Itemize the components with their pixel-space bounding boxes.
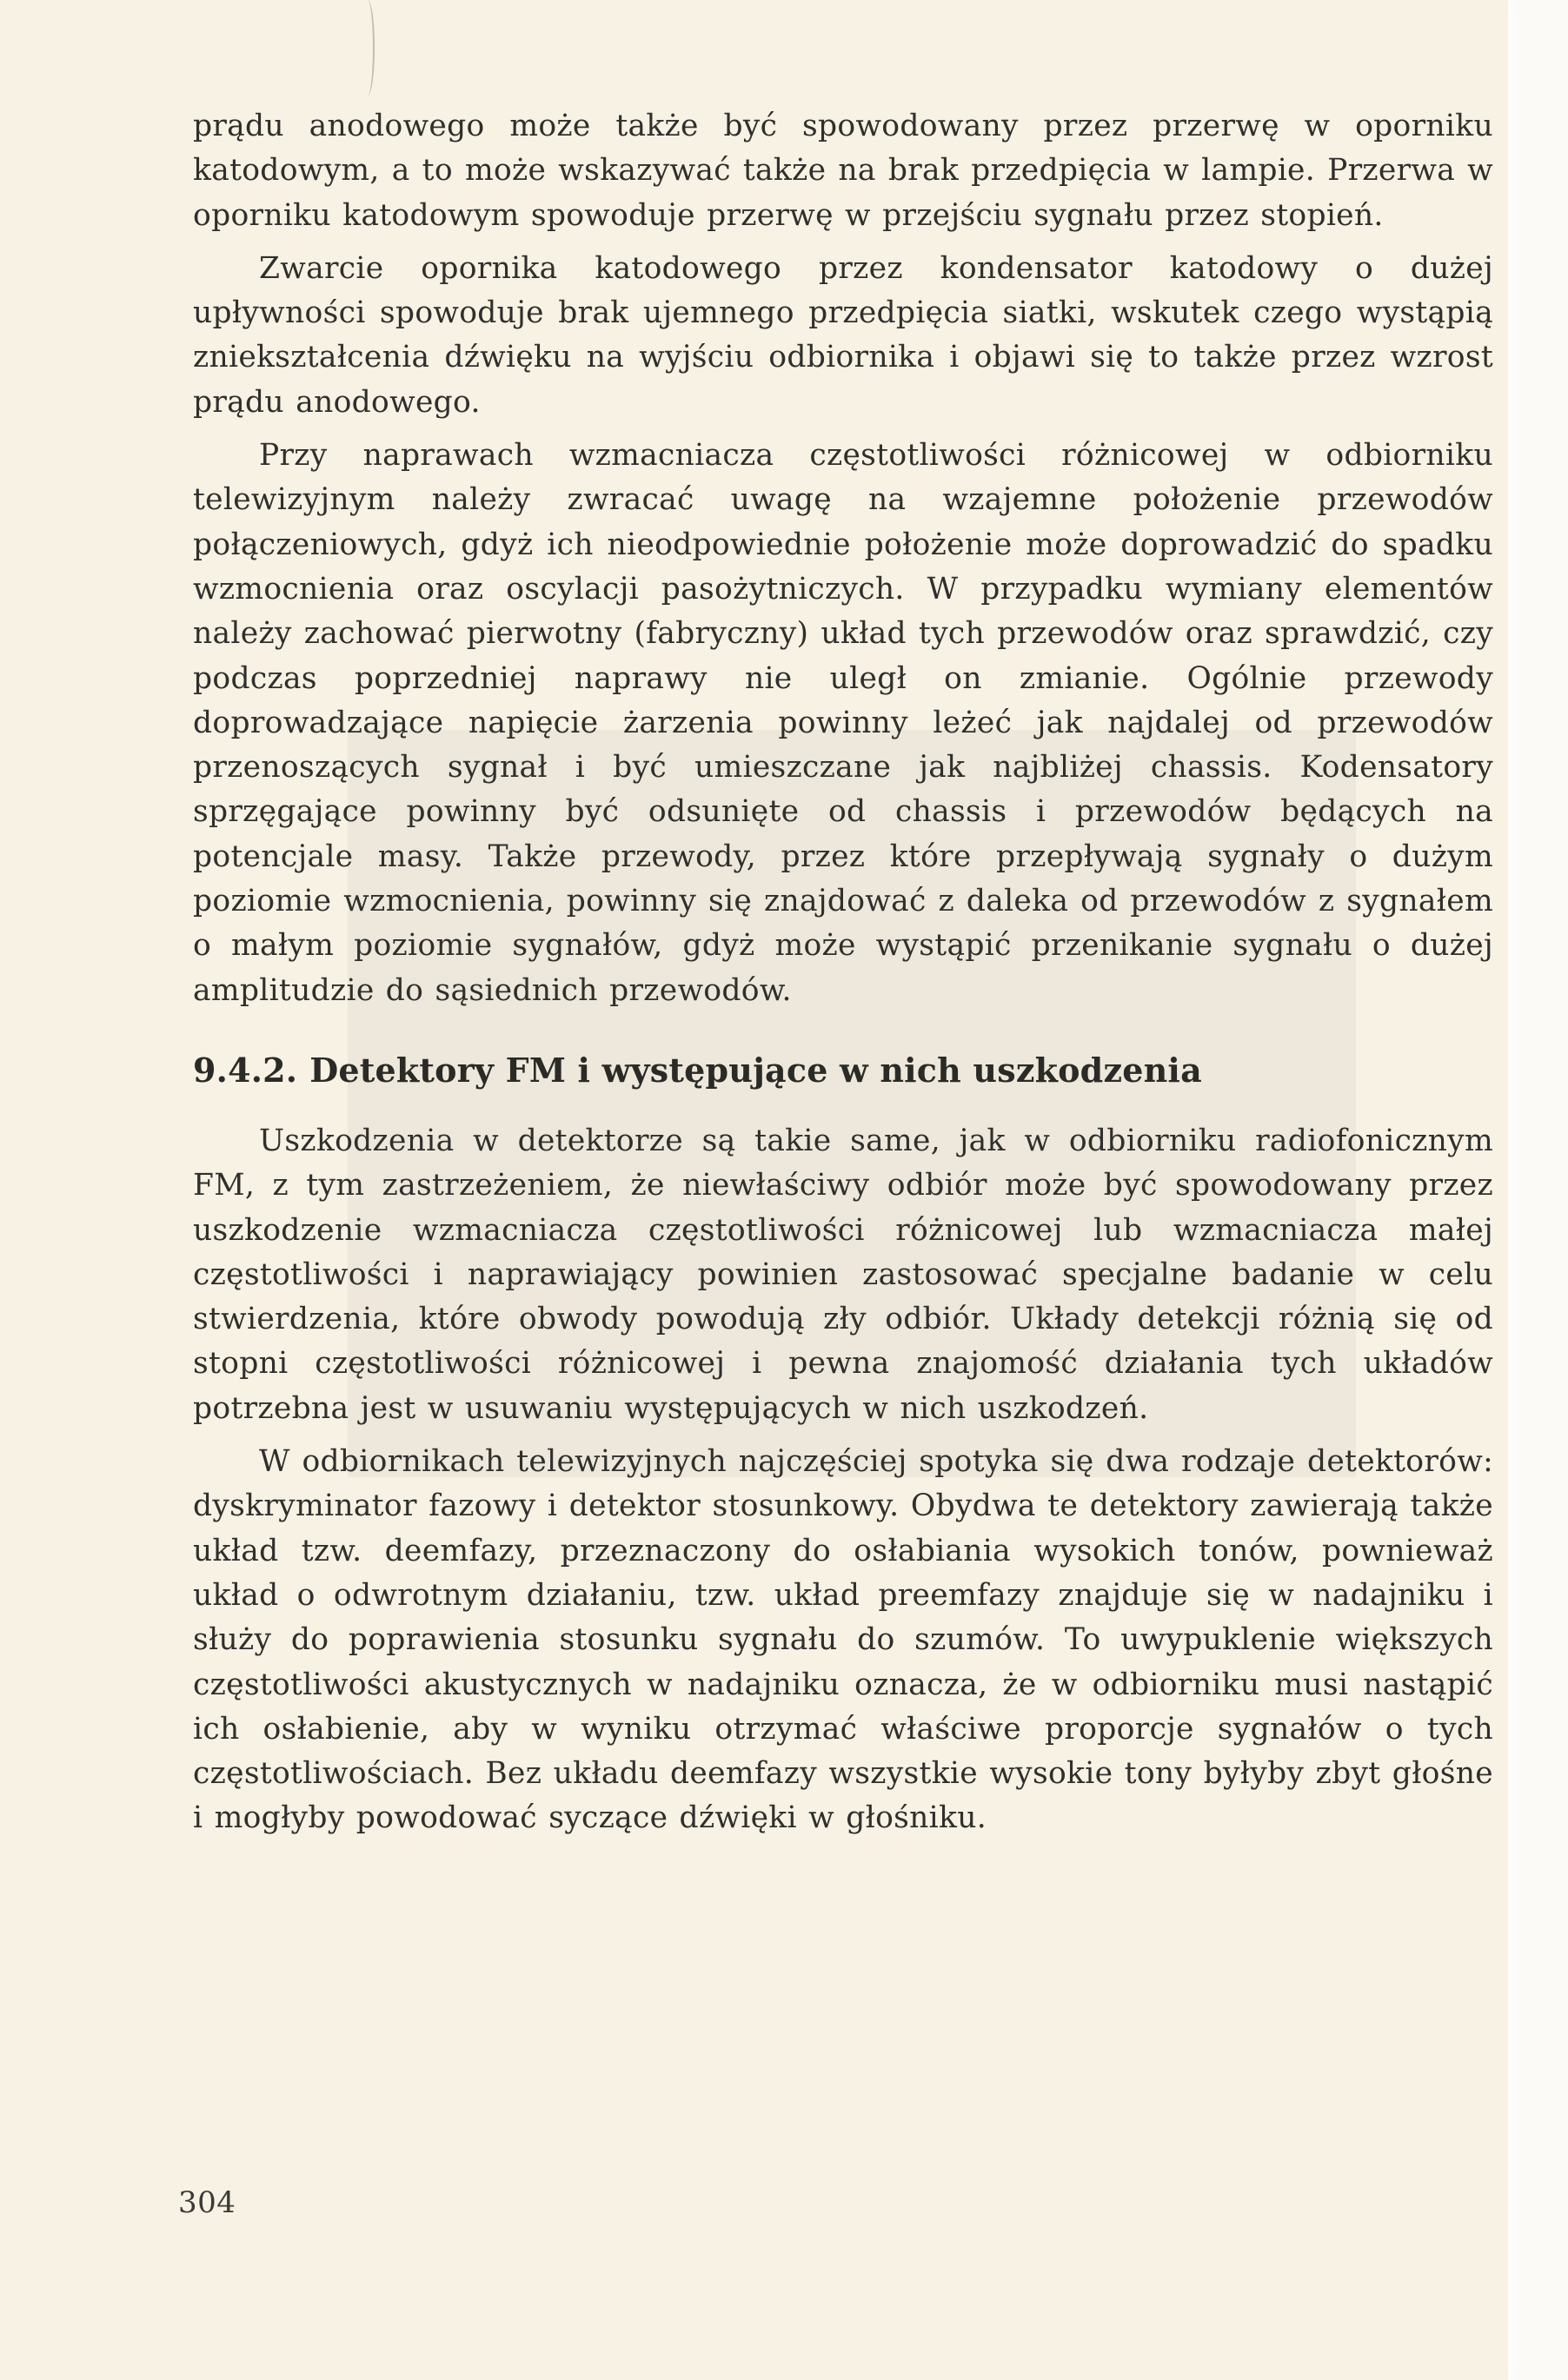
page-fold-mark bbox=[361, 0, 375, 96]
section-number: 9.4.2. bbox=[193, 1050, 298, 1090]
section-heading bbox=[193, 1044, 1493, 1097]
paragraph-continuation: prądu anodowego może także być spowodowany przez przerwę w oporniku katodowym, a to może wskazywać także na brak przedpięcia w lampie. Przerwa w oporniku katodowym spowoduje przerwę w przejściu sygnału przez stopień. bbox=[193, 109, 1493, 233]
paragraph-repair-wiring: Przy naprawach wzmacniacza częstotliwości różnicowej w odbiorniku telewizyjnym należy zwracać uwagę na wzajemne położenie przewodów połączeniowych, gdyż ich nieodpowiednie położenie może doprowadzić do spadku wzmocnienia oraz oscylacji pasożytniczych. W przypadku wymiany elementów należy zachować pierwotny (fabryczny) układ tych przewodów oraz sprawdzić, czy podczas poprzedniej naprawy nie uległ on zmianie. Ogólnie przewody doprowadzające napięcie żarzenia powinny leżeć jak najdalej od przewodów przenoszących sygnał i być umieszczane jak najbliżej chassis. Kodensatory sprzęgające powinny być odsunięte od chassis i przewodów będących na potencjale masy. Także przewody, przez które przepływają sygnały o dużym poziomie wzmocnienia, powinny się znajdować z daleka od przewodów z sygnałem o małym poziomie sygnałów, gdyż może wystąpić przenikanie sygnału o dużej amplitudzie do sąsiednich przewodów. bbox=[193, 438, 1493, 1008]
paragraph-detector-types: W odbiornikach telewizyjnych najczęściej spotyka się dwa rodzaje detektorów: dyskryminator fazowy i detektor stosunkowy. Obydwa te detektory zawierają także układ tzw. deemfazy, przeznaczony do osłabiania wysokich tonów, pownieważ układ o odwrotnym działaniu, tzw. układ preemfazy znajduje się w nadajniku i służy do poprawienia stosunku sygnału do szumów. To uwypuklenie większych częstotliwości akustycznych w nadajniku oznacza, że w odbiorniku musi nastąpić ich osłabienie, aby w wyniku otrzymać właściwe proporcje sygnałów o tych częstotliwościach. Bez układu deemfazy wszystkie wysokie tony byłyby zbyt głośne i mogłyby powodować syczące dźwięki w głośniku. bbox=[193, 1444, 1493, 1836]
section-title: Detektory FM i występujące w nich uszkodzenia bbox=[309, 1050, 1202, 1090]
main-text-block bbox=[193, 104, 1493, 1850]
paragraph-cathode-short: Zwarcie opornika katodowego przez kondensator katodowy o dużej upływności spowoduje brak ujemnego przedpięcia siatki, wskutek czego wystąpią zniekształcenia dźwięku na wyjściu odbiornika i objawi się to także przez wzrost prądu anodowego. bbox=[193, 250, 1493, 420]
paragraph-detector-faults: Uszkodzenia w detektorze są takie same, jak w odbiorniku radiofonicznym FM, z tym zastrzeżeniem, że niewłaściwy odbiór może być spowodowany przez uszkodzenie wzmacniacza częstotliwości różnicowej lub wzmacniacza małej częstotliwości i naprawiający powinien zastosować specjalne badanie w celu stwierdzenia, które obwody powodują zły odbiór. Układy detekcji różnią się od stopni częstotliwości różnicowej i pewna znajomość działania tych układów potrzebna jest w usuwaniu występujących w nich uszkodzeń. bbox=[193, 1123, 1493, 1426]
page-number: 304 bbox=[178, 2185, 236, 2220]
